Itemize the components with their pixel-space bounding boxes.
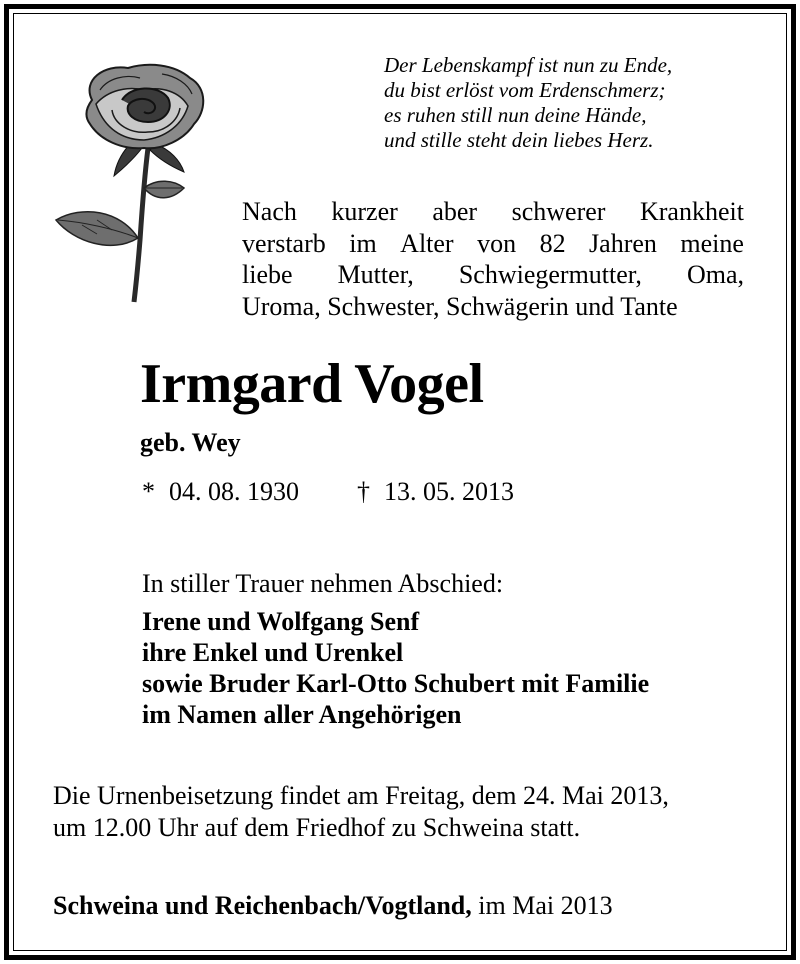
mourning-intro: In stiller Trauer nehmen Abschied: [142, 569, 504, 598]
word: Oma, [686, 260, 744, 289]
birth-star-icon: * [142, 477, 155, 506]
word: von [477, 228, 517, 258]
word: kurzer [331, 197, 398, 226]
word: Jahren [589, 228, 657, 258]
intro-line [242, 228, 744, 260]
word: Mutter, [337, 260, 414, 289]
word: Alter [400, 228, 454, 258]
birth-date: 04. 08. 1930 [169, 477, 299, 506]
death-announcement-text [242, 196, 744, 322]
word: meine [680, 228, 744, 258]
mourner-line: Irene und Wolfgang Senf [142, 607, 420, 636]
burial-line: Die Urnenbeisetzung findet am Freitag, dem 24. Mai 2013, [53, 781, 669, 810]
death-cross-icon: † [357, 477, 370, 506]
mourner-line: im Namen aller Angehörigen [142, 700, 462, 729]
place-date: im Mai 2013 [471, 891, 613, 920]
word: Schwiegermutter, [458, 260, 642, 289]
burial-line: um 12.00 Uhr auf dem Friedhof zu Schweina statt. [53, 813, 581, 842]
word: Krankheit [639, 197, 744, 226]
poem-line: es ruhen still nun deine Hände, [384, 103, 647, 127]
word: liebe [242, 260, 293, 289]
life-dates [142, 476, 514, 508]
word: verstarb [242, 228, 326, 258]
burial-info [53, 780, 669, 844]
place-location: Schweina und Reichenbach/Vogtland, [53, 891, 472, 920]
mourners-list [142, 606, 649, 730]
deceased-name: Irmgard Vogel [140, 353, 484, 415]
poem-line: du bist erlöst vom Erdenschmerz; [384, 78, 666, 102]
poem-line: Der Lebenskampf ist nun zu Ende, [384, 53, 673, 77]
memorial-poem [384, 53, 784, 153]
word: Nach [242, 197, 297, 226]
place-and-date [53, 890, 613, 922]
death-date: 13. 05. 2013 [384, 477, 514, 506]
word: aber [432, 197, 478, 226]
poem-line: und stille steht dein liebes Herz. [384, 128, 654, 152]
intro-line [242, 259, 744, 291]
word: im [349, 228, 377, 258]
intro-line [242, 196, 744, 228]
word: schwerer [511, 197, 606, 226]
mourner-line: sowie Bruder Karl-Otto Schubert mit Familie [142, 669, 650, 698]
rose-icon [52, 60, 212, 305]
maiden-name: geb. Wey [140, 428, 241, 457]
intro-line: Uroma, Schwester, Schwägerin und Tante [242, 291, 678, 321]
mourner-line: ihre Enkel und Urenkel [142, 638, 404, 667]
word: 82 [539, 228, 566, 258]
